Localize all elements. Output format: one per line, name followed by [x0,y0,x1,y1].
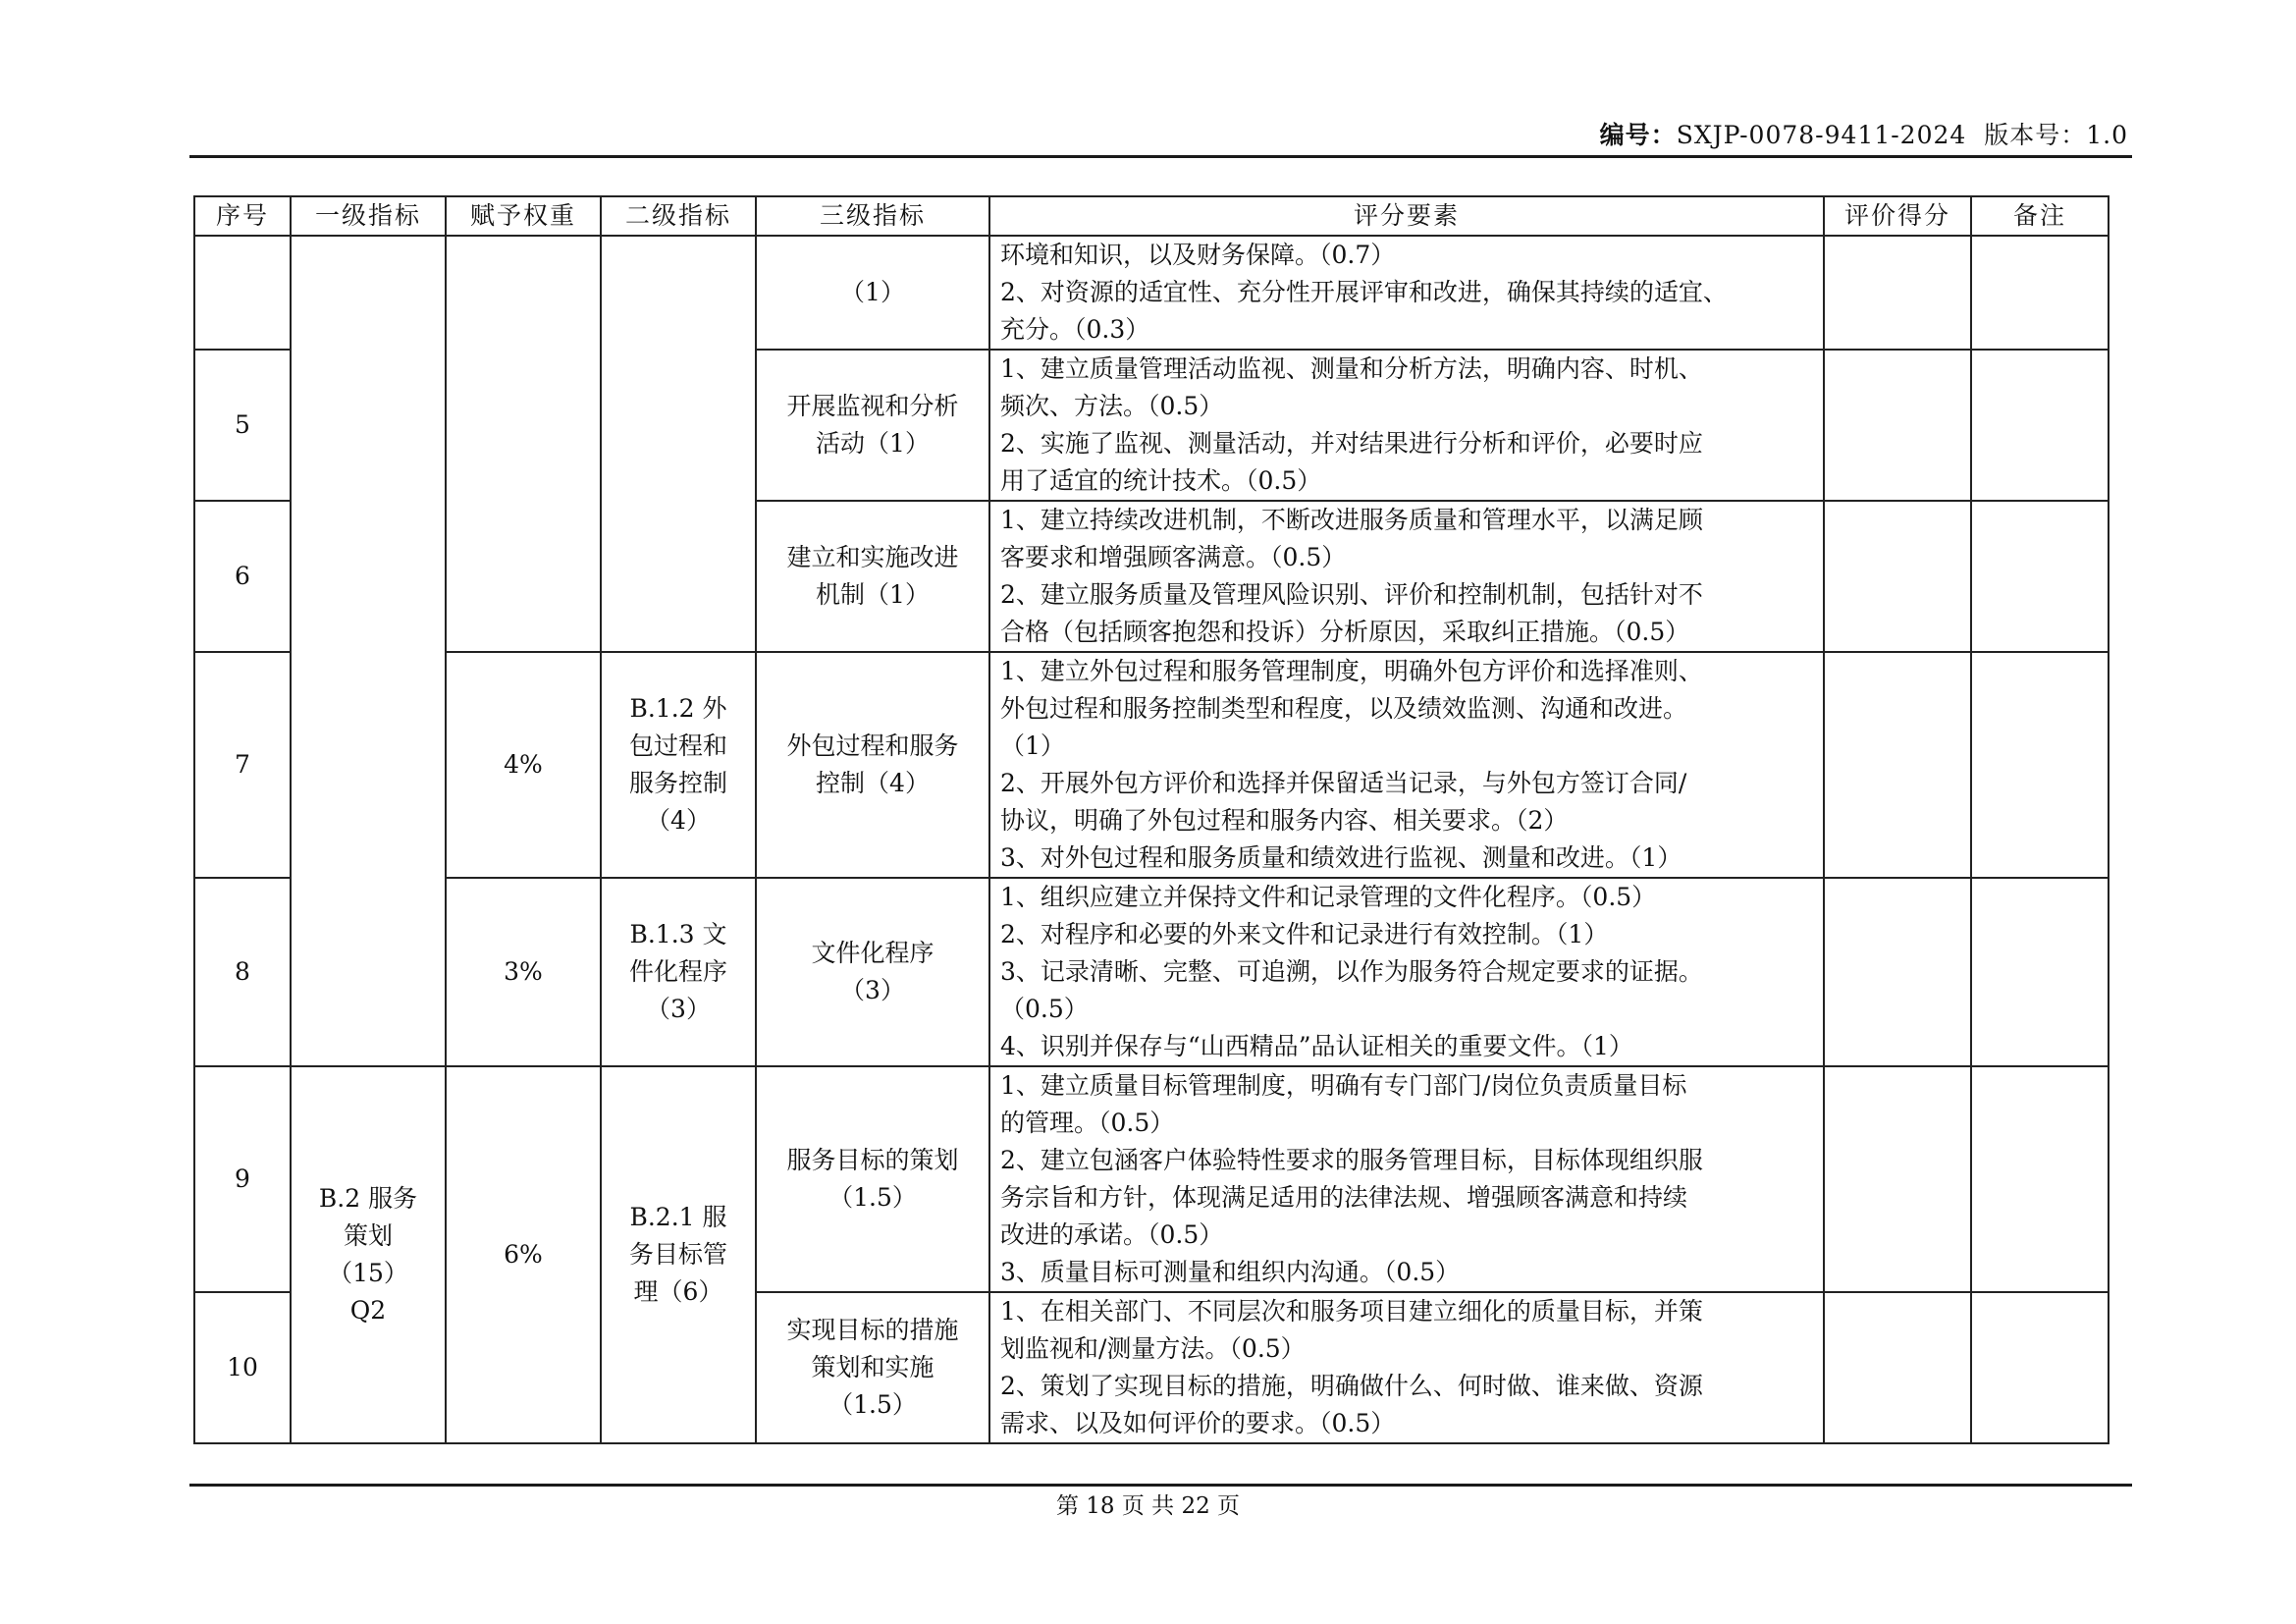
level2-cell [601,652,756,878]
level3-text: （1.5） [828,1390,917,1419]
notes-cell[interactable] [1971,501,2109,652]
level2-text: 包过程和 [628,731,727,760]
col-header-notes: 备注 [1971,196,2109,236]
element-line: 2、对程序和必要的外来文件和记录进行有效控制。（1） [1000,920,1609,948]
level3-text: 活动（1） [816,429,930,458]
level3-cell [756,1066,989,1292]
level3-text: （3） [840,976,905,1004]
element-line: 1、组织应建立并保持文件和记录管理的文件化程序。（0.5） [1000,883,1657,911]
element-line: 2、实施了监视、测量活动，并对结果进行分析和评价，必要时应 [1000,429,1703,458]
level3-text: 文件化程序 [811,939,934,967]
element-line: 务宗旨和方针，体现满足适用的法律法规、增强顾客满意和持续 [1000,1183,1688,1212]
element-line: 1、在相关部门、不同层次和服务项目建立细化的质量目标，并策 [1000,1297,1703,1326]
seq-cell: 6 [194,501,291,652]
table-row [194,1066,2109,1292]
level2-text: （4） [646,806,711,835]
element-line: 环境和知识，以及财务保障。（0.7） [1000,241,1396,269]
weight-cell: 4% [446,652,601,878]
element-line: 2、建立服务质量及管理风险识别、评价和控制机制，包括针对不 [1000,580,1703,609]
evaluation-table [193,195,2109,1444]
document-code [1600,116,2128,151]
version-label: 版本号： [1984,121,2087,149]
level3-cell [756,236,989,350]
element-line: （0.5） [1000,995,1089,1023]
elements-cell [989,652,1824,878]
level2-text: 件化程序 [628,957,727,986]
table-row [194,652,2109,878]
level2-text: 务目标管 [628,1240,727,1269]
element-line: 1、建立持续改进机制，不断改进服务质量和管理水平，以满足顾 [1000,506,1703,534]
level2-cell [601,236,756,652]
level1-cell [291,236,446,1066]
elements-cell [989,878,1824,1066]
element-line: 改进的承诺。（0.5） [1000,1220,1224,1249]
level3-text: 建立和实施改进 [786,543,959,571]
level2-text: （3） [646,995,711,1023]
element-line: 1、建立外包过程和服务管理制度，明确外包方评价和选择准则、 [1000,657,1703,685]
level3-text: 外包过程和服务 [786,731,959,760]
footer-rule [189,1484,2132,1487]
element-line: 的管理。（0.5） [1000,1109,1175,1137]
level1-text: Q2 [349,1296,387,1325]
seq-cell: 7 [194,652,291,878]
level2-cell [601,1066,756,1443]
col-header-seq: 序号 [194,196,291,236]
level3-cell [756,878,989,1066]
level3-cell [756,652,989,878]
element-line: 需求、以及如何评价的要求。（0.5） [1000,1409,1396,1437]
code-value: SXJP-0078-9411-2024 [1676,121,1967,149]
score-cell[interactable] [1824,350,1971,501]
level1-text: B.2 服务 [318,1184,418,1213]
element-line: 1、建立质量管理活动监视、测量和分析方法，明确内容、时机、 [1000,354,1703,383]
element-line: 3、质量目标可测量和组织内沟通。（0.5） [1000,1258,1461,1286]
col-header-level3: 三级指标 [756,196,989,236]
score-cell[interactable] [1824,1292,1971,1443]
element-line: （1） [1000,731,1065,760]
seq-cell [194,236,291,350]
elements-cell [989,236,1824,350]
code-label: 编号： [1599,121,1677,149]
element-line: 协议，明确了外包过程和服务内容、相关要求。（2） [1000,806,1569,835]
col-header-weight: 赋予权重 [446,196,601,236]
element-line: 2、开展外包方评价和选择并保留适当记录，与外包方签订合同/ [1000,769,1687,797]
elements-cell [989,501,1824,652]
element-line: 4、识别并保存与“山西精品”品认证相关的重要文件。（1） [1000,1032,1633,1060]
level1-text: 策划 [343,1221,393,1250]
col-header-level2: 二级指标 [601,196,756,236]
notes-cell[interactable] [1971,878,2109,1066]
elements-cell [989,1292,1824,1443]
level2-text: 服务控制 [628,769,727,797]
score-cell[interactable] [1824,652,1971,878]
notes-cell[interactable] [1971,652,2109,878]
level2-cell [601,878,756,1066]
level2-text: 理（6） [633,1277,723,1306]
level3-text: 开展监视和分析 [786,392,959,420]
element-line: 频次、方法。（0.5） [1000,392,1224,420]
level3-text: （1） [840,278,905,306]
level3-text: 服务目标的策划 [786,1146,959,1174]
seq-cell: 5 [194,350,291,501]
notes-cell[interactable] [1971,350,2109,501]
level3-text: 策划和实施 [811,1353,934,1381]
element-line: 1、建立质量目标管理制度，明确有专门部门/岗位负责质量目标 [1000,1071,1687,1100]
score-cell[interactable] [1824,878,1971,1066]
element-line: 3、记录清晰、完整、可追溯，以作为服务符合规定要求的证据。 [1000,957,1703,986]
element-line: 2、对资源的适宜性、充分性开展评审和改进，确保其持续的适宜、 [1000,278,1728,306]
level3-cell [756,501,989,652]
header-rule [189,155,2132,158]
element-line: 充分。（0.3） [1000,315,1150,344]
level3-cell [756,350,989,501]
table-header-row [194,196,2109,236]
element-line: 2、策划了实现目标的措施，明确做什么、何时做、谁来做、资源 [1000,1372,1703,1400]
weight-cell [446,236,601,652]
level2-text: B.1.2 外 [629,694,727,723]
element-line: 外包过程和服务控制类型和程度，以及绩效监测、沟通和改进。 [1000,694,1688,723]
score-cell[interactable] [1824,1066,1971,1292]
table-row [194,878,2109,1066]
notes-cell[interactable] [1971,1292,2109,1443]
weight-cell: 6% [446,1066,601,1443]
level3-text: 实现目标的措施 [786,1316,959,1344]
element-line: 3、对外包过程和服务质量和绩效进行监视、测量和改进。（1） [1000,843,1682,872]
level3-text: 机制（1） [816,580,930,609]
element-line: 客要求和增强顾客满意。（0.5） [1000,543,1347,571]
seq-cell: 8 [194,878,291,1066]
elements-cell [989,350,1824,501]
col-header-elements: 评分要素 [989,196,1824,236]
seq-cell: 9 [194,1066,291,1292]
notes-cell[interactable] [1971,1066,2109,1292]
level1-text: （15） [328,1259,408,1287]
element-line: 合格（包括顾客抱怨和投诉）分析原因，采取纠正措施。（0.5） [1000,618,1690,646]
level2-text: B.1.3 文 [629,920,727,948]
level1-cell [291,1066,446,1443]
element-line: 用了适宜的统计技术。（0.5） [1000,466,1322,495]
level3-text: （1.5） [828,1183,917,1212]
col-header-score: 评价得分 [1824,196,1971,236]
level3-text: 控制（4） [816,769,930,797]
level3-cell [756,1292,989,1443]
page-number: 第 18 页 共 22 页 [1055,1493,1241,1519]
score-cell[interactable] [1824,236,1971,350]
notes-cell[interactable] [1971,236,2109,350]
elements-cell [989,1066,1824,1292]
element-line: 2、建立包涵客户体验特性要求的服务管理目标，目标体现组织服 [1000,1146,1703,1174]
seq-cell: 10 [194,1292,291,1443]
weight-cell: 3% [446,878,601,1066]
version-value: 1.0 [2086,121,2128,149]
element-line: 划监视和/测量方法。（0.5） [1000,1334,1306,1363]
table-row [194,236,2109,350]
level2-text: B.2.1 服 [629,1203,727,1231]
col-header-level1: 一级指标 [291,196,446,236]
score-cell[interactable] [1824,501,1971,652]
